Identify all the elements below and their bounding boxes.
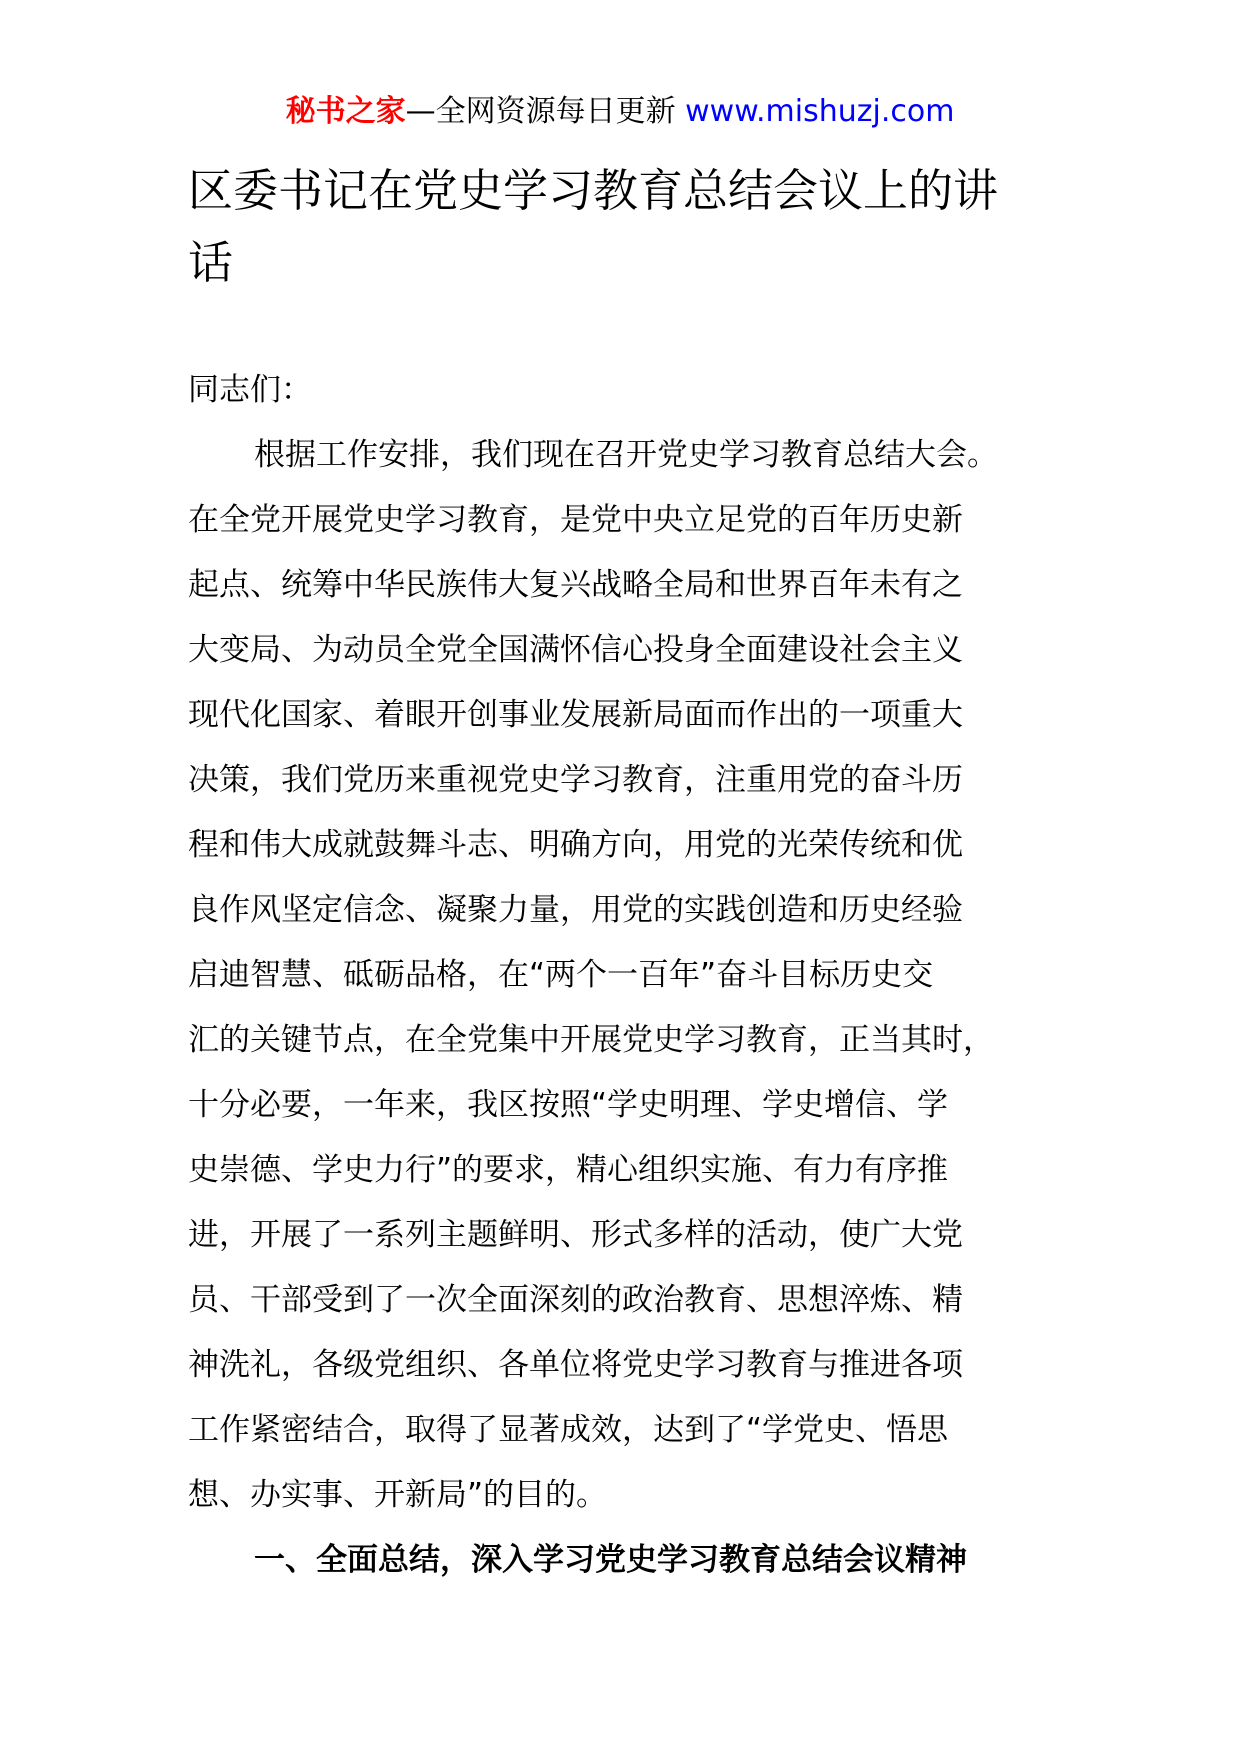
- paragraph-line: 启迪智慧、砥砺品格，在“两个一百年”奋斗目标历史交: [188, 957, 934, 993]
- paragraph-line: 决策，我们党历来重视党史学习教育，注重用党的奋斗历: [188, 762, 963, 798]
- title-line: 话: [188, 236, 234, 289]
- site-header: [0, 90, 1240, 134]
- paragraph-line: 工作紧密结合，取得了显著成效，达到了“学党史、悟思: [188, 1412, 949, 1448]
- paragraph-line: 在全党开展党史学习教育，是党中央立足党的百年历史新: [188, 502, 963, 538]
- paragraph-line: 良作风坚定信念、凝聚力量，用党的实践创造和历史经验: [188, 892, 963, 928]
- paragraph-line: 起点、统筹中华民族伟大复兴战略全局和世界百年未有之: [188, 567, 963, 603]
- title-line: 区委书记在党史学习教育总结会议上的讲: [188, 164, 999, 217]
- paragraph-line: 员、干部受到了一次全面深刻的政治教育、思想淬炼、精: [188, 1282, 963, 1318]
- paragraph-line: 进，开展了一系列主题鲜明、形式多样的活动，使广大党: [188, 1217, 963, 1253]
- greeting: 同志们：: [188, 372, 312, 408]
- paragraph-line: 神洗礼，各级党组织、各单位将党史学习教育与推进各项: [188, 1347, 963, 1383]
- site-tagline: —全网资源每日更新: [405, 94, 676, 129]
- paragraph-line: 大变局、为动员全党全国满怀信心投身全面建设社会主义: [188, 632, 963, 668]
- paragraph-line: 程和伟大成就鼓舞斗志、明确方向，用党的光荣传统和优: [188, 827, 963, 863]
- document-title: [188, 155, 1048, 299]
- paragraph-line: 想、办实事、开新局”的目的。: [188, 1477, 608, 1513]
- paragraph-line: 史崇德、学史力行”的要求，精心组织实施、有力有序推: [188, 1152, 949, 1188]
- body-paragraph: [188, 423, 1048, 1528]
- paragraph-line: 现代化国家、着眼开创事业发展新局面而作出的一项重大: [188, 697, 963, 733]
- site-brand: 秘书之家: [285, 94, 406, 129]
- paragraph-line: 根据工作安排，我们现在召开党史学习教育总结大会。: [254, 437, 998, 473]
- site-url-link[interactable]: www.mishuzj.com: [685, 94, 955, 129]
- section-heading: 一、全面总结，深入学习党史学习教育总结会议精神: [254, 1542, 967, 1578]
- paragraph-line: 汇的关键节点，在全党集中开展党史学习教育，正当其时，: [188, 1022, 994, 1058]
- paragraph-line: 十分必要，一年来，我区按照“学史明理、学史增信、学: [188, 1087, 949, 1123]
